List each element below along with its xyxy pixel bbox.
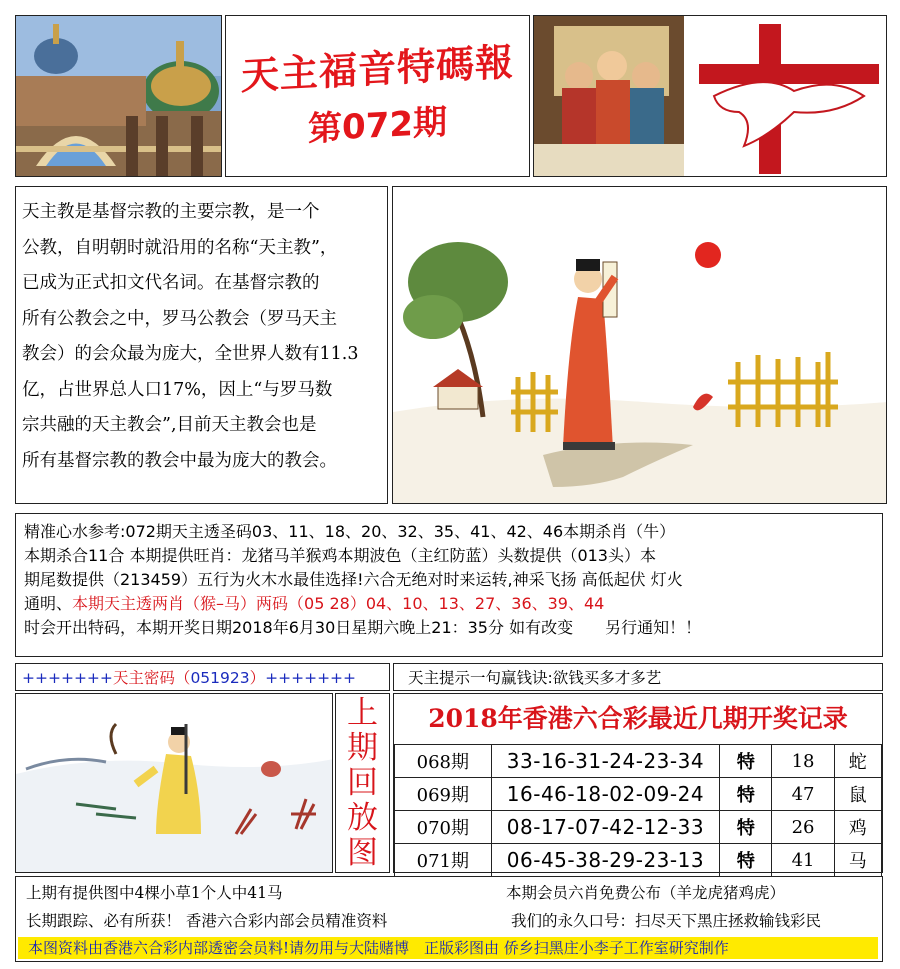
footer-right-text: 本期会员六肖免费公布（羊龙虎猪鸡虎） [506, 884, 786, 902]
footer-row [16, 881, 882, 905]
scholar-reading-scroll [393, 187, 887, 504]
numbers-cell: 33-16-31-24-23-34 [491, 745, 720, 778]
man-with-grass-scene [16, 694, 333, 873]
intro-line: 所有基督宗教的教会中最为庞大的教会。 [22, 450, 337, 471]
issue-cell: 069期 [395, 778, 492, 811]
cathedral-image [15, 15, 222, 177]
table-row [395, 778, 882, 811]
issue-cell: 070期 [395, 811, 492, 844]
special-number-cell: 41 [772, 844, 834, 877]
table-row [395, 811, 882, 844]
zodiac-cell: 鸡 [834, 811, 881, 844]
last-issue-illustration [15, 693, 333, 873]
notice-line: 本期杀合11合 本期提供旺肖：龙猪马羊猴鸡本期波色（主红防蓝）头数提供（013头）本 [24, 546, 656, 565]
tips-notice [15, 513, 883, 657]
footer-row [16, 909, 882, 933]
results-grid [394, 744, 882, 877]
zodiac-cell: 马 [834, 844, 881, 877]
replay-char: 放 [347, 799, 378, 836]
intro-line: 宗共融的天主教会”,目前天主教会也是 [22, 415, 317, 435]
numbers-cell: 16-46-18-02-09-24 [491, 778, 720, 811]
intro-paragraph [15, 186, 388, 504]
numbers-cell: 06-45-38-29-23-13 [491, 844, 720, 877]
intro-line: 天主教是基督宗教的主要宗教，是一个 [22, 202, 320, 222]
intro-line: 已成为正式扣文代名词。在基督宗教的 [22, 273, 320, 293]
special-label-cell: 特 [720, 778, 772, 811]
footer-left-text: 上期有提供图中4棵小草1个人中41马 [26, 884, 283, 902]
replay-char: 上 [347, 694, 378, 731]
intro-line: 公教，自明朝时就沿用的名称“天主教”， [22, 237, 338, 258]
results-table [393, 693, 883, 873]
zodiac-cell: 蛇 [834, 745, 881, 778]
intro-line: 教会）的会众最为庞大，全世界人数有11.3 [22, 344, 359, 364]
footer-right-text: 我们的永久口号：扫尽天下黑庄拯救输钱彩民 [511, 912, 822, 930]
code-value: 051923 [190, 669, 250, 687]
code-label: 天主密码（ [112, 669, 191, 687]
notice-line [24, 592, 874, 616]
special-number-cell: 18 [772, 745, 834, 778]
intro-line: 亿，占世界总人口17%，因上“与罗马数 [22, 379, 333, 400]
tip-text: 天主提示一句赢钱诀:欲钱买多才多艺 [393, 663, 883, 691]
secret-code [15, 663, 390, 691]
numbers-cell: 08-17-07-42-12-33 [491, 811, 720, 844]
replay-char: 回 [347, 764, 378, 801]
table-row [395, 745, 882, 778]
masthead [225, 15, 530, 177]
scholar-illustration [392, 186, 887, 504]
highlight-text: 本期天主透两肖（猴–马）两码（05 28）04、10、13、27、36、39、44 [72, 594, 605, 613]
code-suffix: +++++++ [265, 669, 357, 687]
religious-art-panel [533, 15, 887, 177]
replay-char: 期 [347, 729, 378, 766]
notice-text: 通明、 [24, 594, 73, 613]
cathedral-illustration [16, 16, 222, 177]
zodiac-cell: 鼠 [834, 778, 881, 811]
last-issue-replay-label [335, 693, 390, 873]
footer-panel [15, 876, 883, 962]
last-supper-and-dove [534, 16, 887, 177]
notice-line: 期尾数提供（213459）五行为火木水最佳选择!六合无绝对时来运转,神采飞扬 高低起伏 灯火 [24, 570, 683, 589]
special-number-cell: 47 [772, 778, 834, 811]
replay-char: 图 [347, 834, 378, 871]
intro-line: 所有公教会之中，罗马公教会（罗马天主 [22, 308, 337, 329]
masthead-title: 天主福音特碼報 [240, 39, 514, 99]
special-label-cell: 特 [720, 811, 772, 844]
notice-line: 精准心水参考:072期天主透圣码03、11、18、20、32、35、41、42、46本期杀肖（牛） [24, 522, 676, 541]
code-close: ） [249, 669, 266, 687]
issue-number: 第072期 [308, 102, 447, 150]
special-number-cell: 26 [772, 811, 834, 844]
results-title: 2018年香港六合彩最近几期开奖记录 [428, 704, 848, 733]
footer-left-text: 长期跟踪、必有所获！ 香港六合彩内部会员精准资料 [26, 912, 388, 930]
special-label-cell: 特 [720, 745, 772, 778]
special-label-cell: 特 [720, 844, 772, 877]
notice-line: 时会开出特码，本期开奖日期2018年6月30日星期六晚上21：35分 如有改变 另行通知！！ [24, 618, 702, 637]
issue-cell: 071期 [395, 844, 492, 877]
issue-cell: 068期 [395, 745, 492, 778]
footer-banner: 本图资料由香港六合彩内部透密会员料!请勿用与大陆赌博 正版彩图由 侨乡扫黑庄小李子工作室研究制作 [18, 937, 878, 959]
code-prefix: +++++++ [22, 669, 113, 687]
table-row [395, 844, 882, 877]
